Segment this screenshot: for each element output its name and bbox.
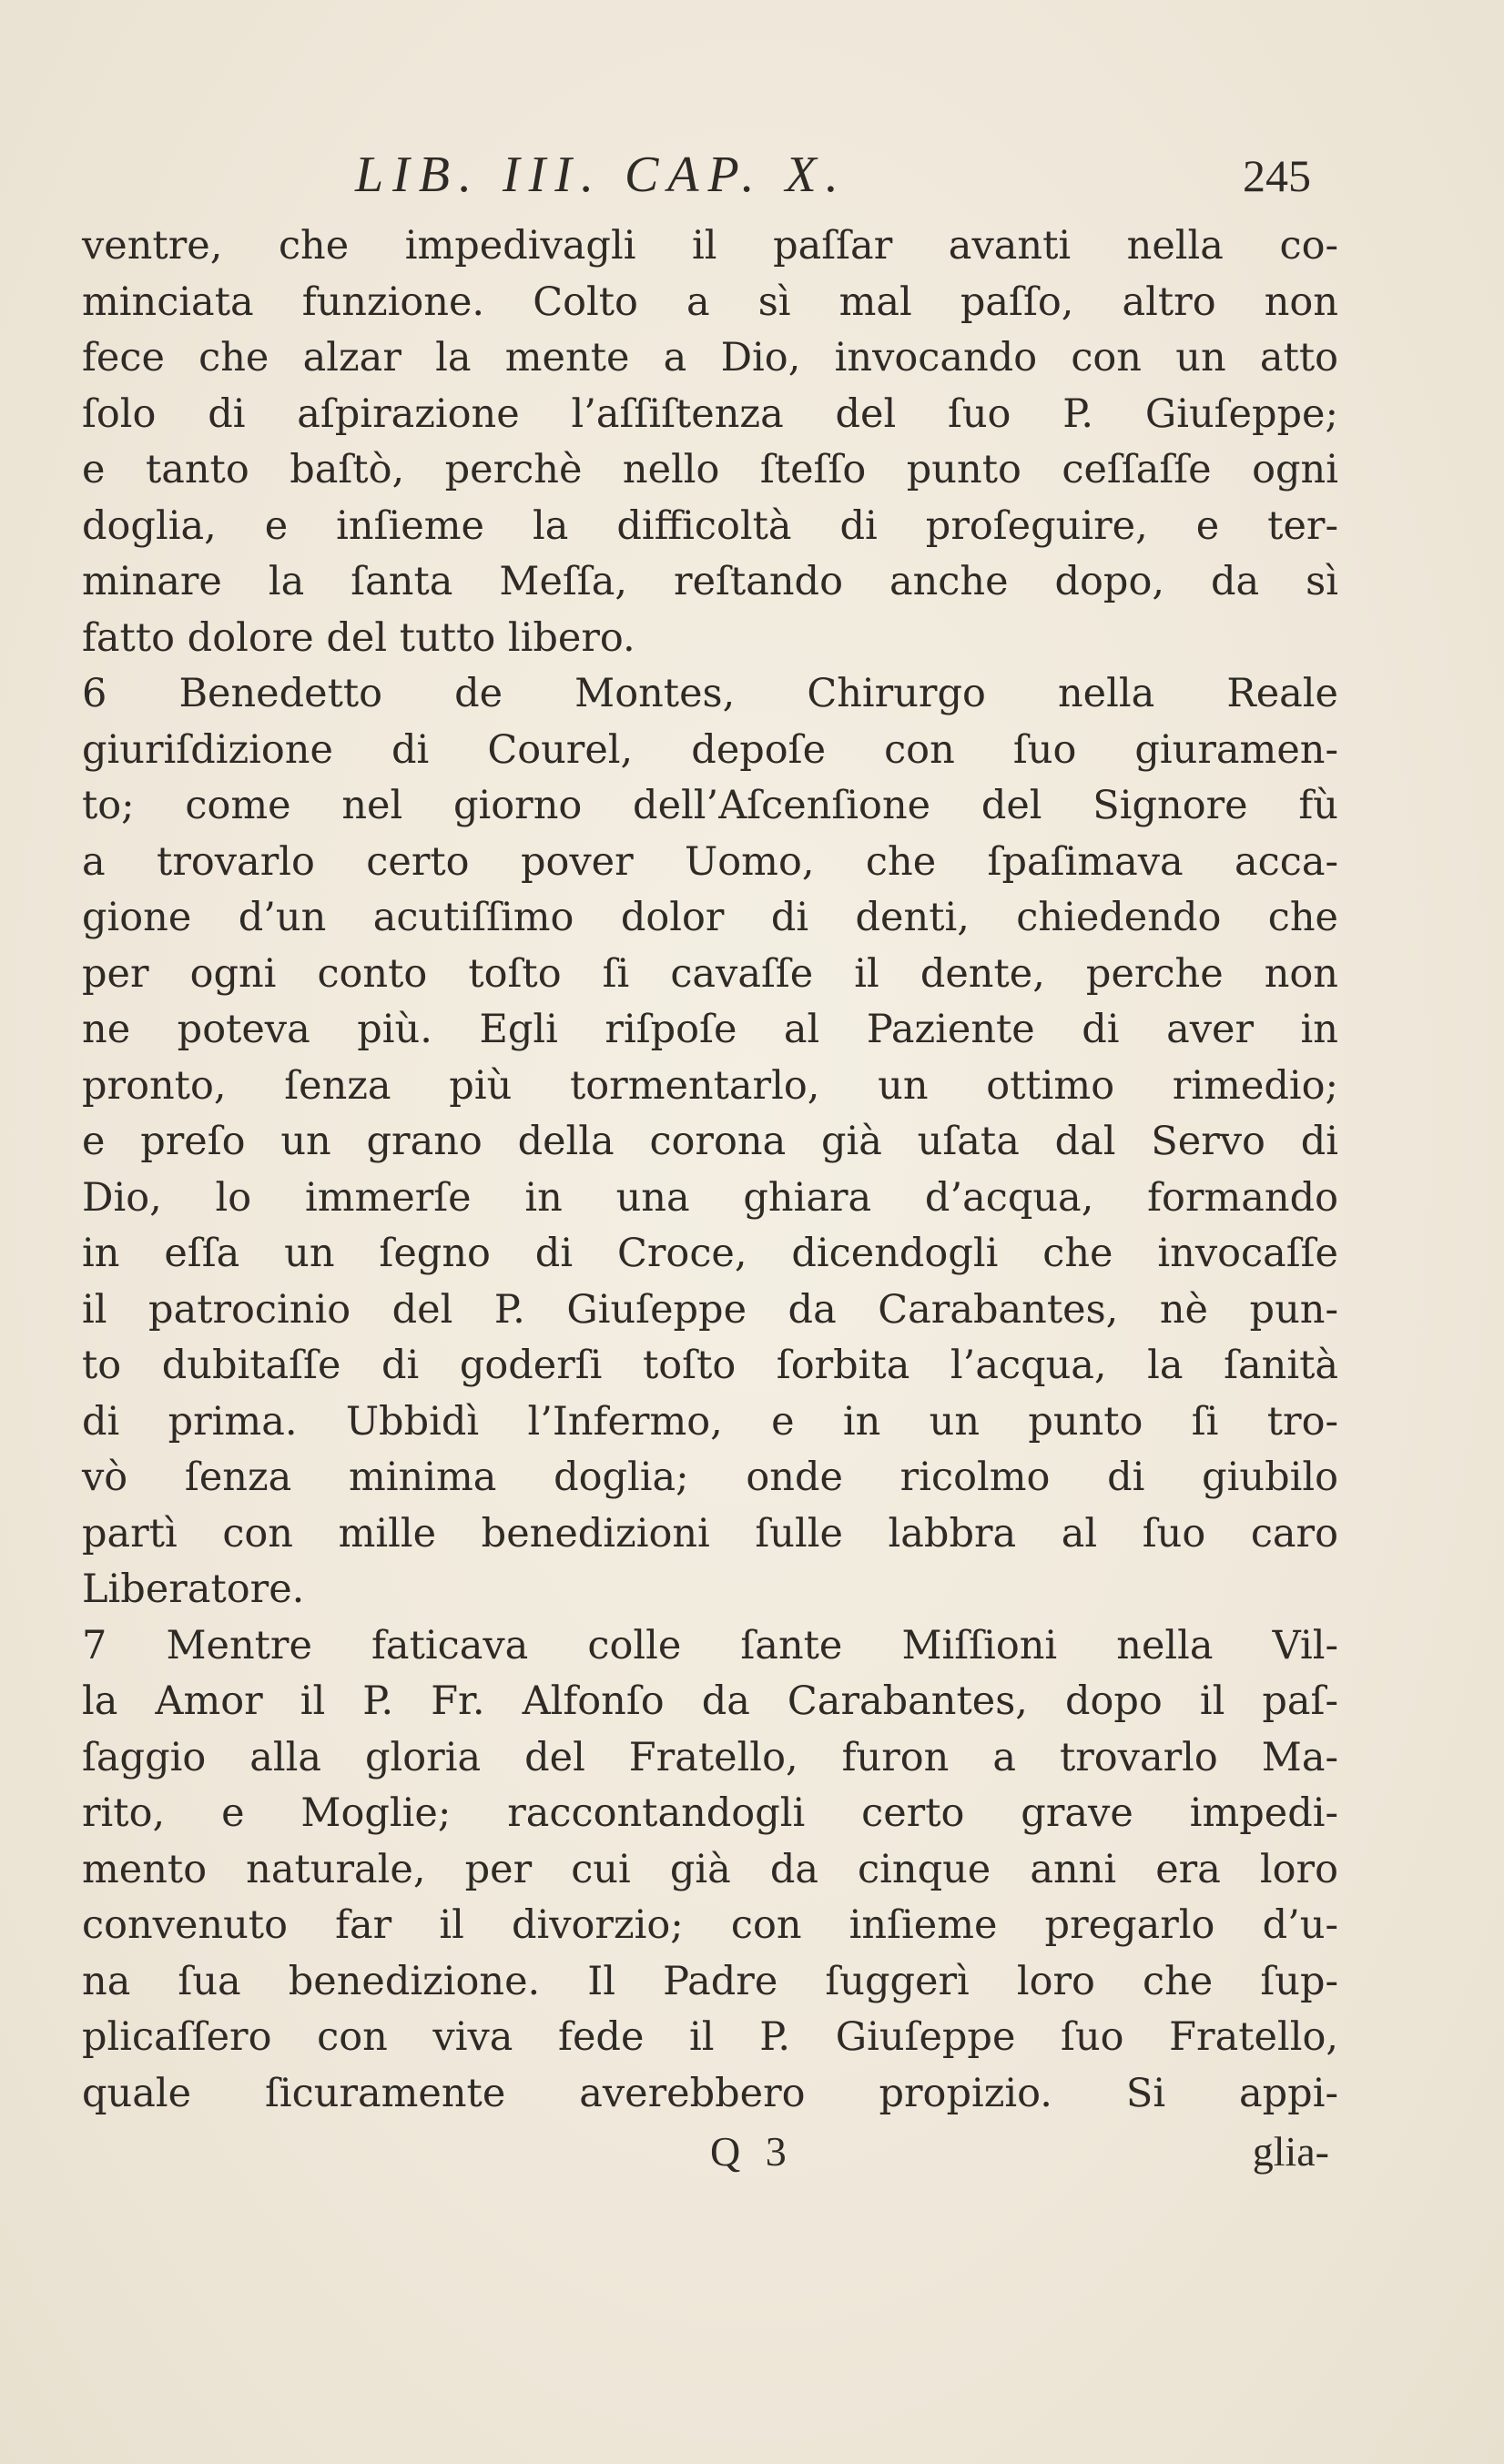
page-header (82, 146, 1338, 218)
page-footer (82, 2127, 1338, 2191)
catchword: glia- (1252, 2128, 1329, 2175)
text-line: convenuto far il divorzio; con inſieme pregarlo d’u- (82, 1902, 1338, 1948)
text-line: in eſſa un ſegno di Croce, dicendogli che invocaſſe (82, 1231, 1338, 1276)
text-line: Liberatore. (82, 1567, 305, 1612)
text-line: giuriſdizione di Courel, depoſe con ſuo giuramen- (82, 726, 1338, 773)
text-line: ſaggio alla gloria del Fratello, furon a trovarlo Ma- (82, 1734, 1338, 1780)
text-line: ſolo di aſpirazione l’aſſiſtenza del ſuo P. Giuſeppe; (82, 390, 1338, 437)
text-line: il patrocinio del P. Giuſeppe da Carabantes, nè pun- (82, 1286, 1338, 1333)
text-line: rito, e Moglie; raccontandogli certo grave impedi- (82, 1790, 1338, 1836)
text-line: minare la ſanta Meſſa, reſtando anche dopo, da sì (82, 559, 1338, 604)
text-line: na ſua benedizione. Il Padre ſuggerì loro che ſup- (82, 1958, 1338, 2004)
text-line: 7 Mentre faticava colle ſante Miſſioni nella Vil- (82, 1622, 1338, 1668)
signature-mark: Q 3 (710, 2128, 794, 2175)
text-line: fece che alzar la mente a Dio, invocando con un atto (82, 335, 1338, 380)
text-line: ne poteva più. Egli riſpoſe al Paziente di aver in (82, 1007, 1338, 1052)
text-line: di prima. Ubbidì l’Infermo, e in un punto ſi tro- (82, 1398, 1338, 1445)
text-line: e tanto baſtò, perchè nello ſteſſo punto ceſſaſſe ogni (82, 447, 1338, 492)
text-line: e preſo un grano della corona già uſata dal Servo di (82, 1119, 1338, 1164)
text-line: vò ſenza minima doglia; onde ricolmo di giubilo (82, 1455, 1338, 1500)
text-line: a trovarlo certo pover Uomo, che ſpaſimava acca- (82, 838, 1338, 885)
text-line: pronto, ſenza più tormentarlo, un ottimo rimedio; (82, 1062, 1338, 1109)
page-number: 245 (1243, 150, 1311, 201)
text-line: mento naturale, per cui già da cinque anni era loro (82, 1846, 1338, 1892)
text-line: minciata funzione. Colto a sì mal paſſo, altro non (82, 279, 1338, 325)
text-line: doglia, e inſieme la difficoltà di proſeguire, e ter- (82, 502, 1338, 549)
text-line: quale ſicuramente averebbero propizio. Si appi- (82, 2070, 1338, 2116)
running-head: LIB. III. CAP. X. (355, 147, 848, 203)
text-line: fatto dolore del tutto libero. (82, 614, 635, 661)
text-line: Dio, lo immerſe in una ghiara d’acqua, formando (82, 1174, 1338, 1221)
text-line: to dubitaſſe di goderſi toſto ſorbita l’acqua, la ſanità (82, 1343, 1338, 1388)
text-line: per ogni conto toſto ſi cavaſſe il dente, perche non (82, 950, 1338, 997)
text-line: gione d’un acutiſſimo dolor di denti, chiedendo che (82, 895, 1338, 940)
text-line: to; come nel giorno dell’Aſcenſione del Signore fù (82, 783, 1338, 828)
text-line: la Amor il P. Fr. Alfonſo da Carabantes, dopo il paſ- (82, 1678, 1338, 1724)
text-line: ventre, che impedivagli il paſſar avanti nella co- (82, 223, 1338, 269)
text-line: 6 Benedetto de Montes, Chirurgo nella Reale (82, 671, 1338, 716)
body-text (82, 218, 1338, 2122)
text-line: plicaſſero con viva fede il P. Giuſeppe ſuo Fratello, (82, 2014, 1338, 2060)
text-line: partì con mille benedizioni ſulle labbra al ſuo caro (82, 1510, 1338, 1556)
text-block (82, 146, 1338, 2191)
